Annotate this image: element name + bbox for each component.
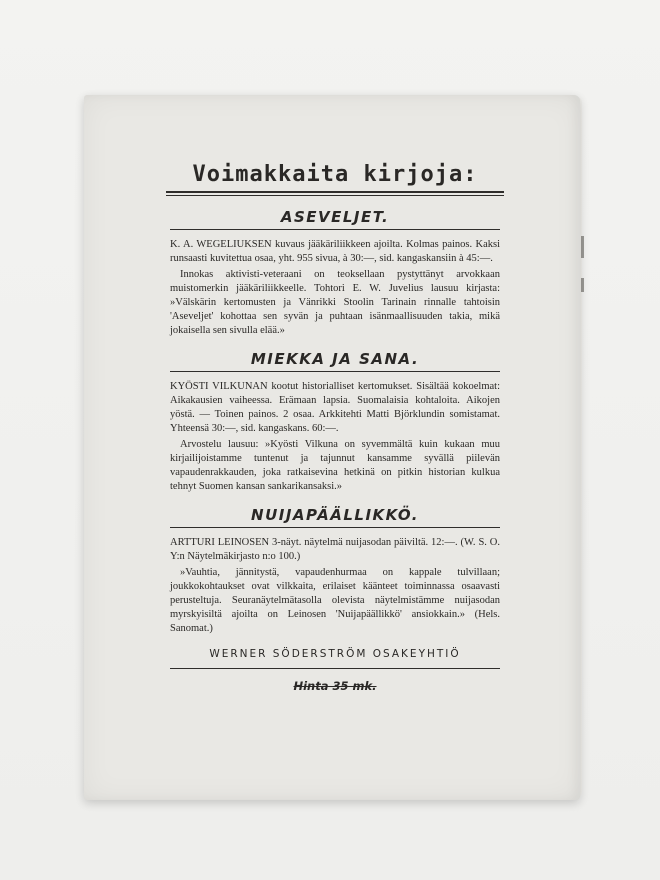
section-paragraph: KYÖSTI VILKUNAN kootut historialliset kertomukset. Sisältää kokoelmat: Aikakausien vaiheessa. Erämaan lapsia. Suomalaisia kohtaloita. Aikojen yöstä. — Toinen painos. 2 osaa. Arkkitehti Matti Björklundin somistamat. Yhteensä 30:—, sid. kangaskans. 60:—. xyxy=(170,381,500,434)
title-rule-thin xyxy=(166,195,504,196)
section-miekka-ja-sana xyxy=(170,350,500,494)
section-rule xyxy=(170,229,500,230)
section-paragraph: Arvostelu lausuu: »Kyösti Vilkuna on syvemmältä kuin kukaan muu kirjailijoistamme tuntenut ja tajunnut kansamme syvällä piilevän vapaudenrakkauden, joka ratkaisevina hetkinä on pitkin historian kulkua tehnyt Suomen kansan sankarikansaksi.» xyxy=(170,439,500,492)
spine-mark xyxy=(581,236,584,258)
section-paragraph: Innokas aktivisti-veteraani on teoksellaan pystyttänyt arvokkaan muistomerkin jääkäriliikkeelle. Tohtori E. W. Juvelius lausuu kirjasta: »Välskärin kertomusten ja Vänrikki Stoolin Tarinain rinnalle tahtoisin 'Aseveljet' kohottaa sen syvän ja puhtaan isänmaallisuuden takia, mikä jokaisella sen sivulla elää.» xyxy=(170,269,500,336)
section-paragraph: K. A. WEGELIUKSEN kuvaus jääkäriliikkeen ajoilta. Kolmas painos. Kaksi runsaasti kuvitettua osaa, yht. 955 sivua, à 30:—, sid. kangaskansiin à 45:—. xyxy=(170,239,500,264)
section-paragraph: »Vauhtia, jännitystä, vapaudenhurmaa on kappale tulvillaan; joukkokohtaukset ovat vilkkaita, erilaiset käänteet toiminnassa osaavasti perusteltuja. Seuranäytelmätasolla olevista näytelmistämme nuijasodan myrskyisiltä ajoilta on Leinosen 'Nuijapäällikkö' ansiokkain.» (Hels. Sanomat.) xyxy=(170,567,500,634)
bottom-rule xyxy=(170,668,500,669)
section-heading: MIEKKA JA SANA. xyxy=(250,350,420,368)
section-heading: ASEVELJET. xyxy=(280,208,390,226)
cover-text xyxy=(170,160,500,693)
section-paragraph: ARTTURI LEINOSEN 3-näyt. näytelmä nuijasodan päiviltä. 12:—. (W. S. O. Y:n Näytelmäkirjasto n:o 100.) xyxy=(170,537,500,562)
section-heading: NUIJAPÄÄLLIKKÖ. xyxy=(251,506,419,524)
price-label: Hinta 35 mk. xyxy=(293,679,377,693)
section-rule xyxy=(170,527,500,528)
section-rule xyxy=(170,371,500,372)
title-rule xyxy=(166,191,504,193)
section-nuijapaallikko xyxy=(170,506,500,636)
publisher-name: WERNER SÖDERSTRÖM OSAKEYHTIÖ xyxy=(209,648,461,660)
main-title: Voimakkaita kirjoja: xyxy=(192,162,478,187)
section-aseveljet xyxy=(170,208,500,338)
spine-mark xyxy=(581,278,584,292)
